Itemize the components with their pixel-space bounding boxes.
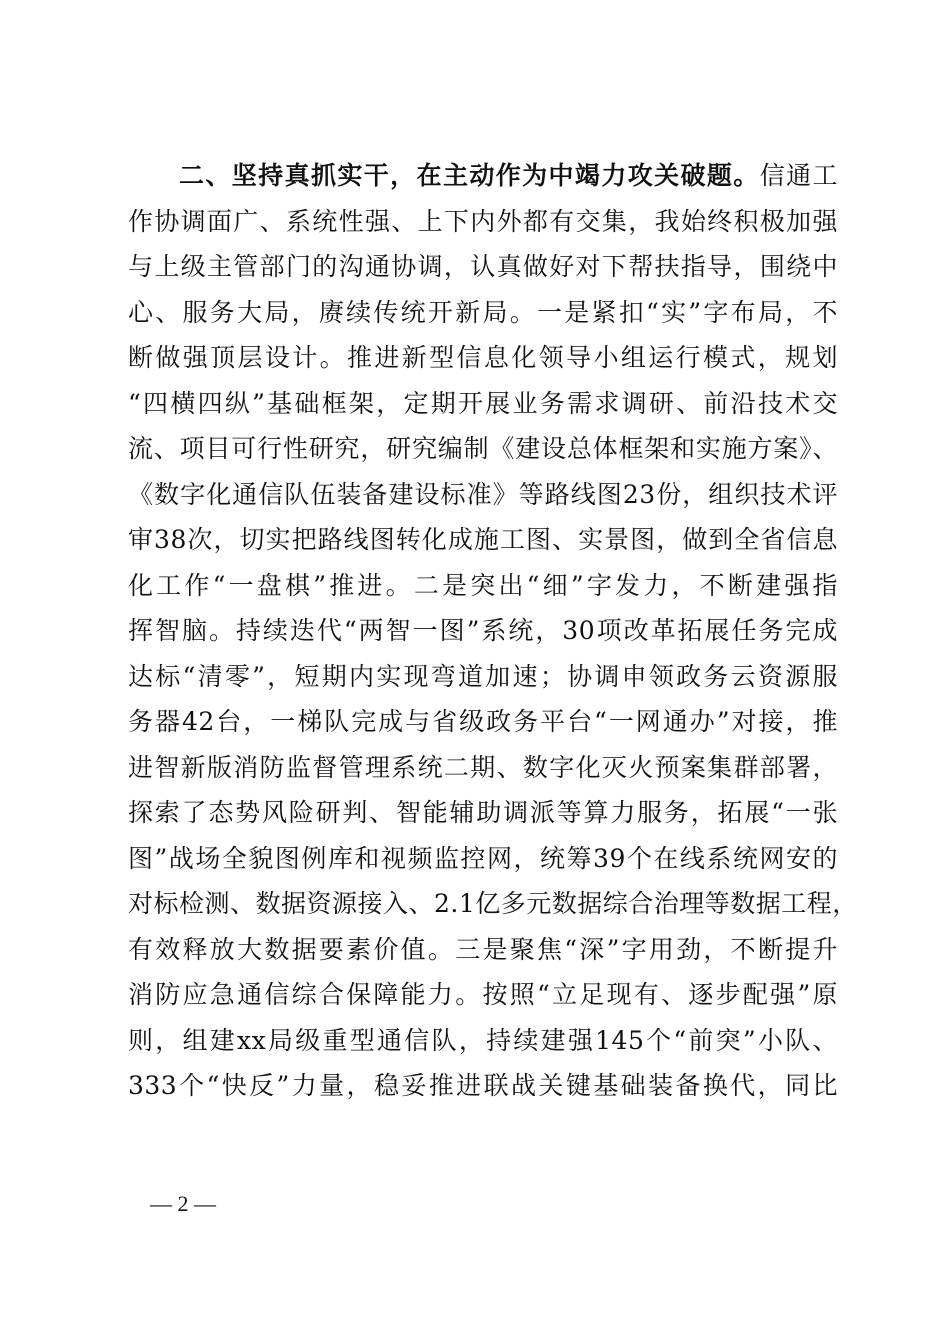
paragraph-line: 流、项目可行性研究，研究编制《建设总体框架和实施方案》、 — [128, 434, 838, 463]
paragraph-line: 达标“清零”，短期内实现弯道加速；协调申领政务云资源服 — [128, 661, 838, 691]
paragraph-line: 审38次，切实把路线图转化成施工图、实景图，做到全省信息 — [128, 525, 838, 554]
paragraph-line-1 — [128, 153, 838, 199]
paragraph-line: “四横四纵”基础框架，定期开展业务需求调研、前沿技术交 — [128, 388, 838, 418]
paragraph-line: 断做强顶层设计。推进新型信息化领导小组运行模式，规划 — [128, 343, 838, 372]
paragraph-line: 作协调面广、系统性强、上下内外都有交集，我始终积极加强 — [128, 206, 838, 236]
paragraph-line: 心、服务大局，赓续传统开新局。一是紧扣“实”字布局，不 — [128, 297, 838, 327]
paragraph-line: 与上级主管部门的沟通协调，认真做好对下帮扶指导，围绕中 — [128, 252, 838, 281]
section-heading: 二、坚持真抓实干，在主动作为中竭力攻关破题。 — [179, 161, 760, 190]
paragraph-line: 则，组建xx局级重型通信队，持续建强145个“前突”小队、 — [128, 1025, 838, 1055]
paragraph-line: 有效释放大数据要素价值。三是聚焦“深”字用劲，不断提升 — [128, 934, 838, 964]
paragraph-line: 探索了态势风险研判、智能辅助调派等算力服务，拓展“一张 — [128, 798, 838, 827]
body-paragraph — [128, 153, 858, 1109]
page-number: — 2 — — [150, 1191, 216, 1216]
paragraph-line: 务器42台，一梯队完成与省级政务平台“一网通办”对接，推 — [128, 707, 838, 736]
paragraph-line: 图”战场全貌图例库和视频监控网，统筹39个在线系统网安的 — [128, 843, 838, 873]
paragraph-text: 信通工 — [759, 161, 838, 190]
paragraph-line: 进智新版消防监督管理系统二期、数字化灭火预案集群部署， — [128, 752, 838, 782]
paragraph-line: 消防应急通信综合保障能力。按照“立足现有、逐步配强”原 — [128, 980, 838, 1009]
paragraph-line: 《数字化通信队伍装备建设标准》等路线图23份，组织技术评 — [128, 479, 838, 509]
paragraph-line: 333个“快反”力量，稳妥推进联战关键基础装备换代，同比 — [128, 1071, 838, 1100]
paragraph-line: 化工作“一盘棋”推进。二是突出“细”字发力，不断建强指 — [128, 570, 838, 600]
paragraph-line: 挥智脑。持续迭代“两智一图”系统，30项改革拓展任务完成 — [128, 616, 838, 645]
paragraph-line: 对标检测、数据资源接入、2.1亿多元数据综合治理等数据工程， — [128, 889, 858, 918]
